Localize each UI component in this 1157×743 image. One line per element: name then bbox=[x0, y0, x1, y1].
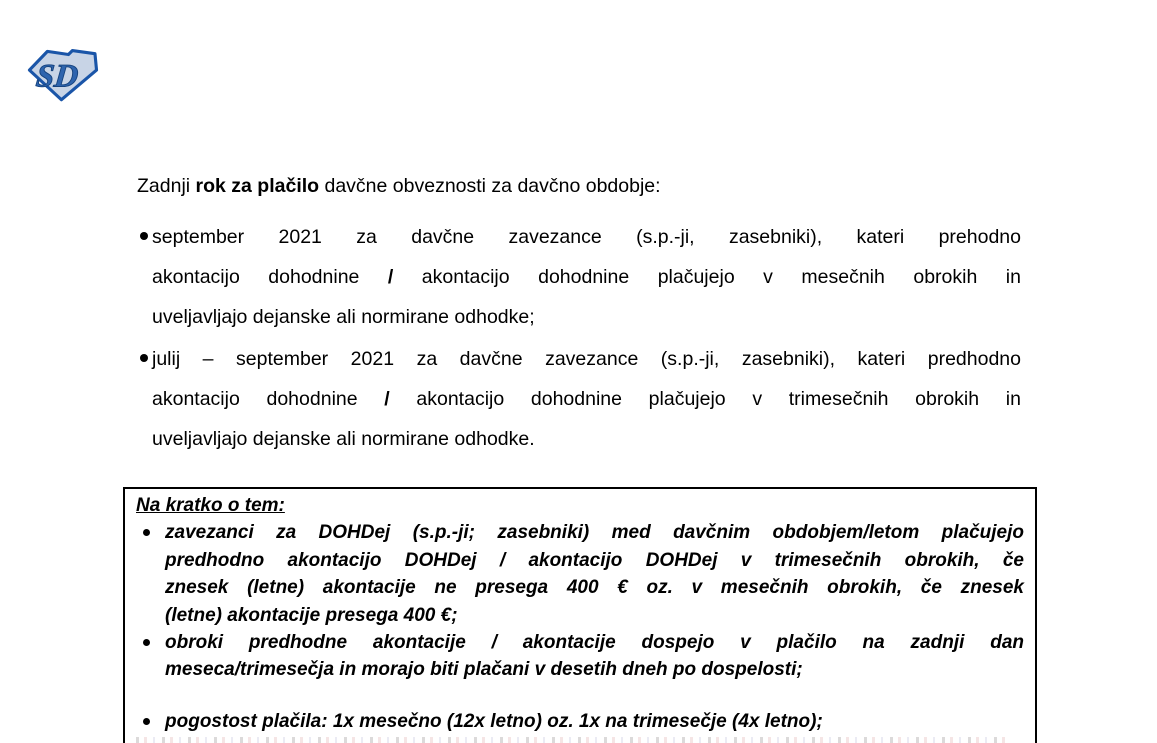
text-line: predhodno akontacijo DOHDej / akontacijo DOHDej v trimesečnih obrokih, če bbox=[165, 549, 1024, 571]
line-part: akontacijo dohodnine plačujejo v trimesečnih obrokih in bbox=[389, 388, 1021, 410]
text-line bbox=[152, 257, 1021, 297]
bullet-dot bbox=[143, 529, 150, 536]
bold-slash: / bbox=[384, 388, 390, 410]
clipped-next-line bbox=[136, 737, 1006, 743]
summary-item-frequency bbox=[136, 708, 1024, 735]
text-line: (letne) akontacije presega 400 €; bbox=[165, 604, 458, 626]
line-part: akontacijo dohodnine bbox=[152, 388, 385, 410]
summary-item-due-dates bbox=[136, 629, 1024, 684]
sd-logo-icon bbox=[24, 44, 102, 104]
text-line: julij – september 2021 za davčne zavezance (s.p.-ji, zasebniki), kateri predhodno bbox=[152, 348, 1021, 370]
summary-box-heading bbox=[136, 492, 1024, 519]
bold-slash: / bbox=[387, 266, 394, 288]
intro-suffix: davčne obveznosti za davčno obdobje: bbox=[319, 175, 661, 197]
text-line: uveljavljajo dejanske ali normirane odhodke; bbox=[152, 306, 535, 328]
deadline-list bbox=[137, 217, 1021, 459]
logo-letters: SD bbox=[34, 58, 80, 95]
bullet-dot bbox=[143, 718, 150, 725]
intro-prefix: Zadnji bbox=[137, 175, 196, 197]
text-line: september 2021 za davčne zavezance (s.p.-ji, zasebniki), kateri prehodno bbox=[152, 226, 1021, 248]
deadline-item-monthly-text bbox=[152, 217, 1021, 337]
deadline-item-quarterly bbox=[137, 339, 1021, 459]
bullet-dot bbox=[140, 232, 148, 240]
text-line: uveljavljajo dejanske ali normirane odhodke. bbox=[152, 428, 535, 450]
bullet-dot bbox=[143, 639, 150, 646]
text-line bbox=[152, 379, 1021, 419]
deadline-item-monthly bbox=[137, 217, 1021, 337]
text-line: obroki predhodne akontacije / akontacije dospejo v plačilo na zadnji dan bbox=[165, 632, 1024, 654]
intro-line bbox=[137, 174, 1021, 198]
bullet-dot bbox=[140, 354, 148, 362]
intro-bold-phrase: rok za plačilo bbox=[195, 175, 320, 197]
text-line: pogostost plačila: 1x mesečno (12x letno) oz. 1x na trimesečje (4x letno); bbox=[165, 710, 823, 732]
line-part: akontacijo dohodnine bbox=[152, 266, 388, 288]
text-line: meseca/trimesečja in morajo biti plačani v desetih dneh po dospelosti; bbox=[165, 659, 803, 681]
text-line: zavezanci za DOHDej (s.p.-ji; zasebniki) med davčnim obdobjem/letom plačujejo bbox=[165, 522, 1024, 544]
summary-item-installments bbox=[136, 519, 1024, 629]
line-part: akontacijo dohodnine plačujejo v mesečnih obrokih in bbox=[393, 266, 1021, 288]
text-line: znesek (letne) akontacije ne presega 400 € oz. v mesečnih obrokih, če znesek bbox=[165, 577, 1024, 599]
summary-heading-text: Na kratko o tem: bbox=[136, 495, 285, 516]
deadline-item-quarterly-text bbox=[152, 339, 1021, 459]
sd-logo bbox=[24, 44, 102, 104]
summary-box bbox=[123, 487, 1037, 743]
